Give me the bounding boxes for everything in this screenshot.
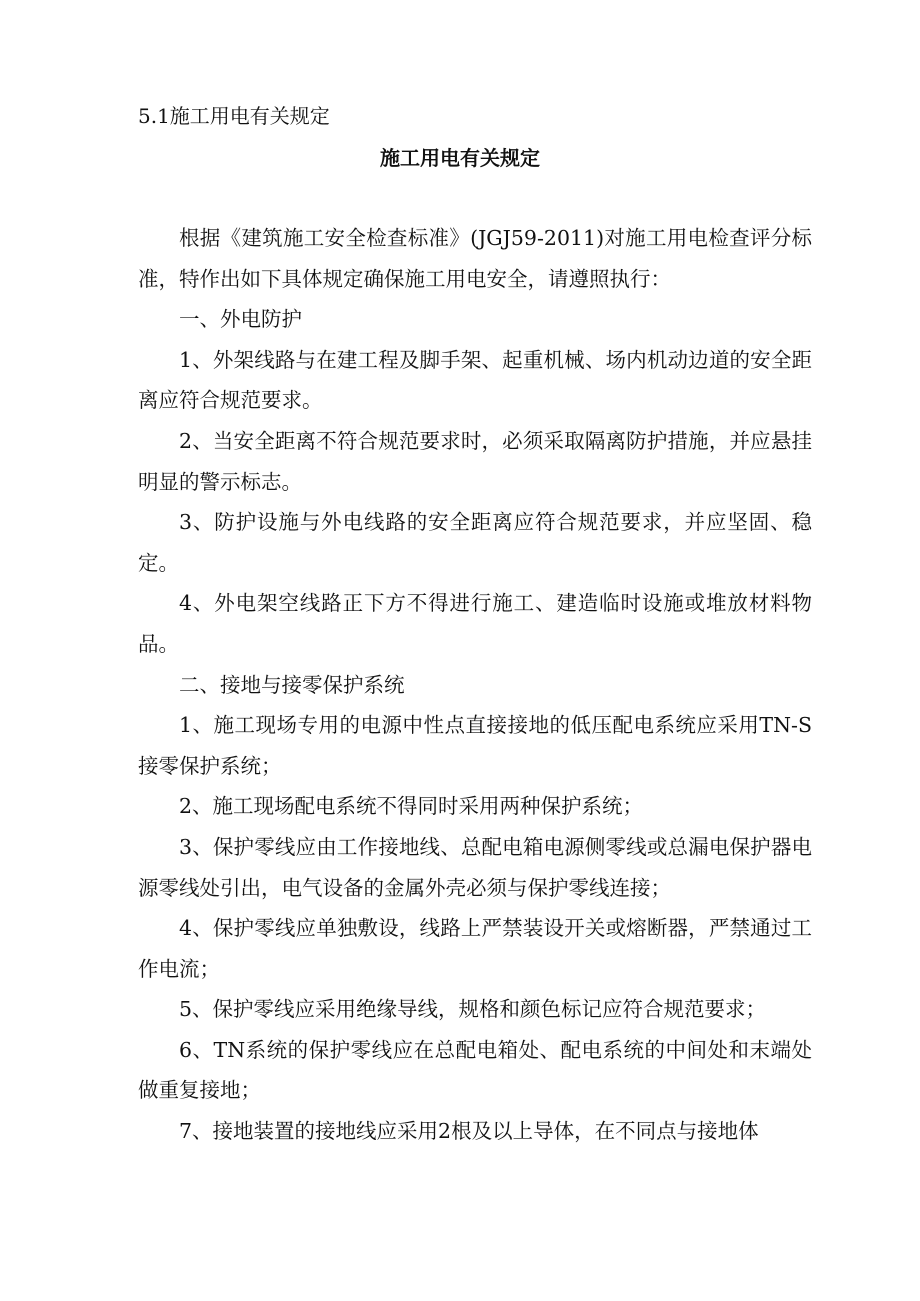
section-2-item-5: 5、保护零线应采用绝缘导线，规格和颜色标记应符合规范要求； [179, 997, 767, 1022]
section-2-item-6: 6、TN系统的保护零线应在总配电箱处、配电系统的中间处和末端处做重复接地； [138, 1037, 812, 1103]
section-2-item-2: 2、施工现场配电系统不得同时采用两种保护系统； [179, 794, 644, 819]
document-body [138, 218, 812, 1152]
section-2-item-4: 4、保护零线应单独敷设，线路上严禁装设开关或熔断器，严禁通过工作电流； [138, 916, 812, 981]
document-title: 施工用电有关规定 [380, 146, 540, 170]
section-1-item-3: 3、防护设施与外电线路的安全距离应符合规范要求，并应坚固、稳定。 [138, 510, 812, 575]
section-1-item-1: 1、外架线路与在建工程及脚手架、起重机械、场内机动边道的安全距离应符合规范要求。 [138, 347, 812, 413]
section-1-item-2: 2、当安全距离不符合规范要求时，必须采取隔离防护措施，并应悬挂明显的警示标志。 [138, 428, 812, 494]
section-heading: 5.1施工用电有关规定 [138, 104, 330, 128]
intro-paragraph: 根据《建筑施工安全检查标准》(JGJ59-2011)对施工用电检查评分标准，特作出如下具体规定确保施工用电安全，请遵照执行： [138, 226, 812, 291]
section-2-item-3: 3、保护零线应由工作接地线、总配电箱电源侧零线或总漏电保护器电源零线处引出，电气设备的金属外壳必须与保护零线连接； [138, 834, 812, 900]
section-2-item-1: 1、施工现场专用的电源中性点直接接地的低压配电系统应采用TN-S接零保护系统； [138, 713, 812, 778]
section-2-item-7: 7、接地装置的接地线应采用2根及以上导体，在不同点与接地体 [179, 1119, 759, 1144]
section-1-item-4: 4、外电架空线路正下方不得进行施工、建造临时设施或堆放材料物品。 [138, 591, 812, 656]
section-2-heading: 二、接地与接零保护系统 [179, 672, 405, 697]
section-1-heading: 一、外电防护 [179, 307, 302, 332]
